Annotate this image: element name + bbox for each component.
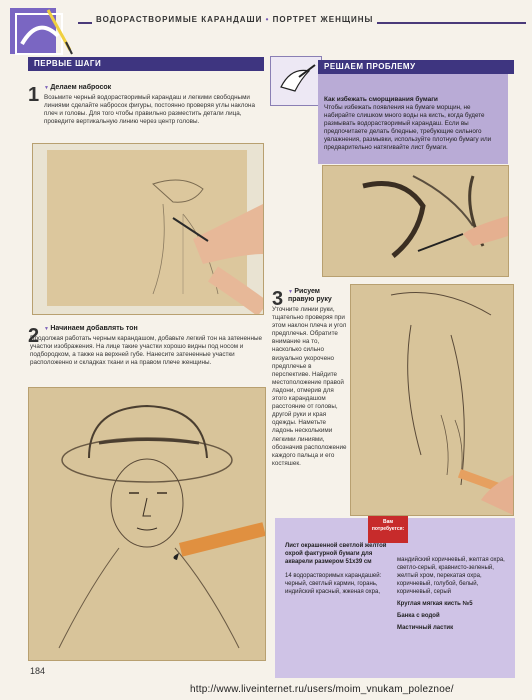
header-title bbox=[92, 15, 377, 24]
step1-photo bbox=[32, 143, 264, 315]
step3-title-line2: правую руку bbox=[288, 296, 332, 303]
materials-left-item-1: 14 водорастворимых карандашей: черный, светлый кармин, горань, индийский красный, жженая охра, bbox=[285, 573, 382, 595]
header-separator: • bbox=[265, 15, 270, 24]
step3-text: Уточните линии руки, тщательно проверяя при этом наклон плеча и угол предплечья. Обратите внимание на то, насколько сильно визуально укорочено предплечье в перспективе. Найдите местоположение правой ладони, отмерив для этого карандашом расстояние от головы, другой руки и края одежды. Наметьте ладонь несколькими легкими линиями, обозначив расположение каждого пальца и его костяшек. bbox=[272, 306, 347, 467]
step1-title: ▼ Делаем набросок bbox=[44, 84, 111, 91]
problem-panel bbox=[318, 74, 508, 164]
materials-right-item-1: Круглая мягкая кисть №5 bbox=[397, 601, 473, 607]
page-number: 184 bbox=[30, 666, 46, 676]
section-first-steps: ПЕРВЫЕ ШАГИ bbox=[28, 57, 264, 71]
problem-text: Чтобы избежать появления на бумаге морщин, не набирайте слишком много воды на кисть, когда будете размывать водорастворимый карандаш. Если вы предпочитаете делать бледные, требующие сильного увлажнения, размывки, используйте плотную бумагу или предварительно натягивайте лист бумаги. bbox=[324, 104, 492, 152]
materials-left-item-0: Лист окрашенной светлой желтой охрой фактурной бумаги для акварели размером 51x39 см bbox=[285, 543, 387, 565]
watermark-url[interactable]: http://www.liveinternet.ru/users/moim_vnukam_poleznoe/ bbox=[190, 684, 454, 695]
step2-text: Продолжая работать черным карандашом, добавьте легкий тон на затененные участки изображения. На лице такие участки хорошо видны под носом и подбородком, а также на верхней губе. Нанесите затененные участки расположенно и складках ткани и на правом плече женщины. bbox=[30, 335, 262, 367]
materials-right-item-2: Банка с водой bbox=[397, 613, 440, 619]
section-solve-problem: РЕШАЕМ ПРОБЛЕМУ bbox=[318, 60, 514, 74]
step2-title: ▼ Начинаем добавлять тон bbox=[44, 325, 138, 332]
step3-number: 3 bbox=[272, 288, 284, 310]
wrinkle-photo bbox=[322, 165, 509, 277]
materials-right-item-0: мандийский коричневый, желтая охра, светло-серый, кравнисто-зеленый, желтый хром, перекатая охра, коричневый, голубой, белый, коричневый, серый bbox=[397, 557, 505, 595]
header-title-left: ВОДОРАСТВОРИМЫЕ КАРАНДАШИ bbox=[96, 15, 263, 24]
materials-tag: Вам потребуется: bbox=[368, 516, 408, 543]
step1-number: 1 bbox=[28, 84, 40, 106]
materials-left-column bbox=[285, 542, 393, 596]
step2-number: 2 bbox=[28, 325, 40, 347]
materials-right-item-3: Мастичный ластик bbox=[397, 625, 454, 631]
step1-text: Возьмите черный водорастворимый карандаш и легкими свободными линиями сделайте набросок фигуры, постоянно проверяя углы наклона плеч и головы. Для того чтобы правильно разместить детали лица, проведите вертикальную линию через центр головы. bbox=[44, 94, 255, 126]
hand-drawing-icon bbox=[270, 56, 322, 106]
step3-title-line1: ▼ Рисуем bbox=[288, 288, 320, 295]
header-title-right: ПОРТРЕТ ЖЕНЩИНЫ bbox=[272, 15, 374, 24]
step2-photo bbox=[28, 387, 266, 661]
problem-title: Как избежать сморщивания бумаги bbox=[324, 96, 438, 103]
materials-right-column bbox=[397, 556, 509, 632]
brush-logo-icon bbox=[8, 6, 76, 58]
step3-photo bbox=[350, 284, 514, 516]
